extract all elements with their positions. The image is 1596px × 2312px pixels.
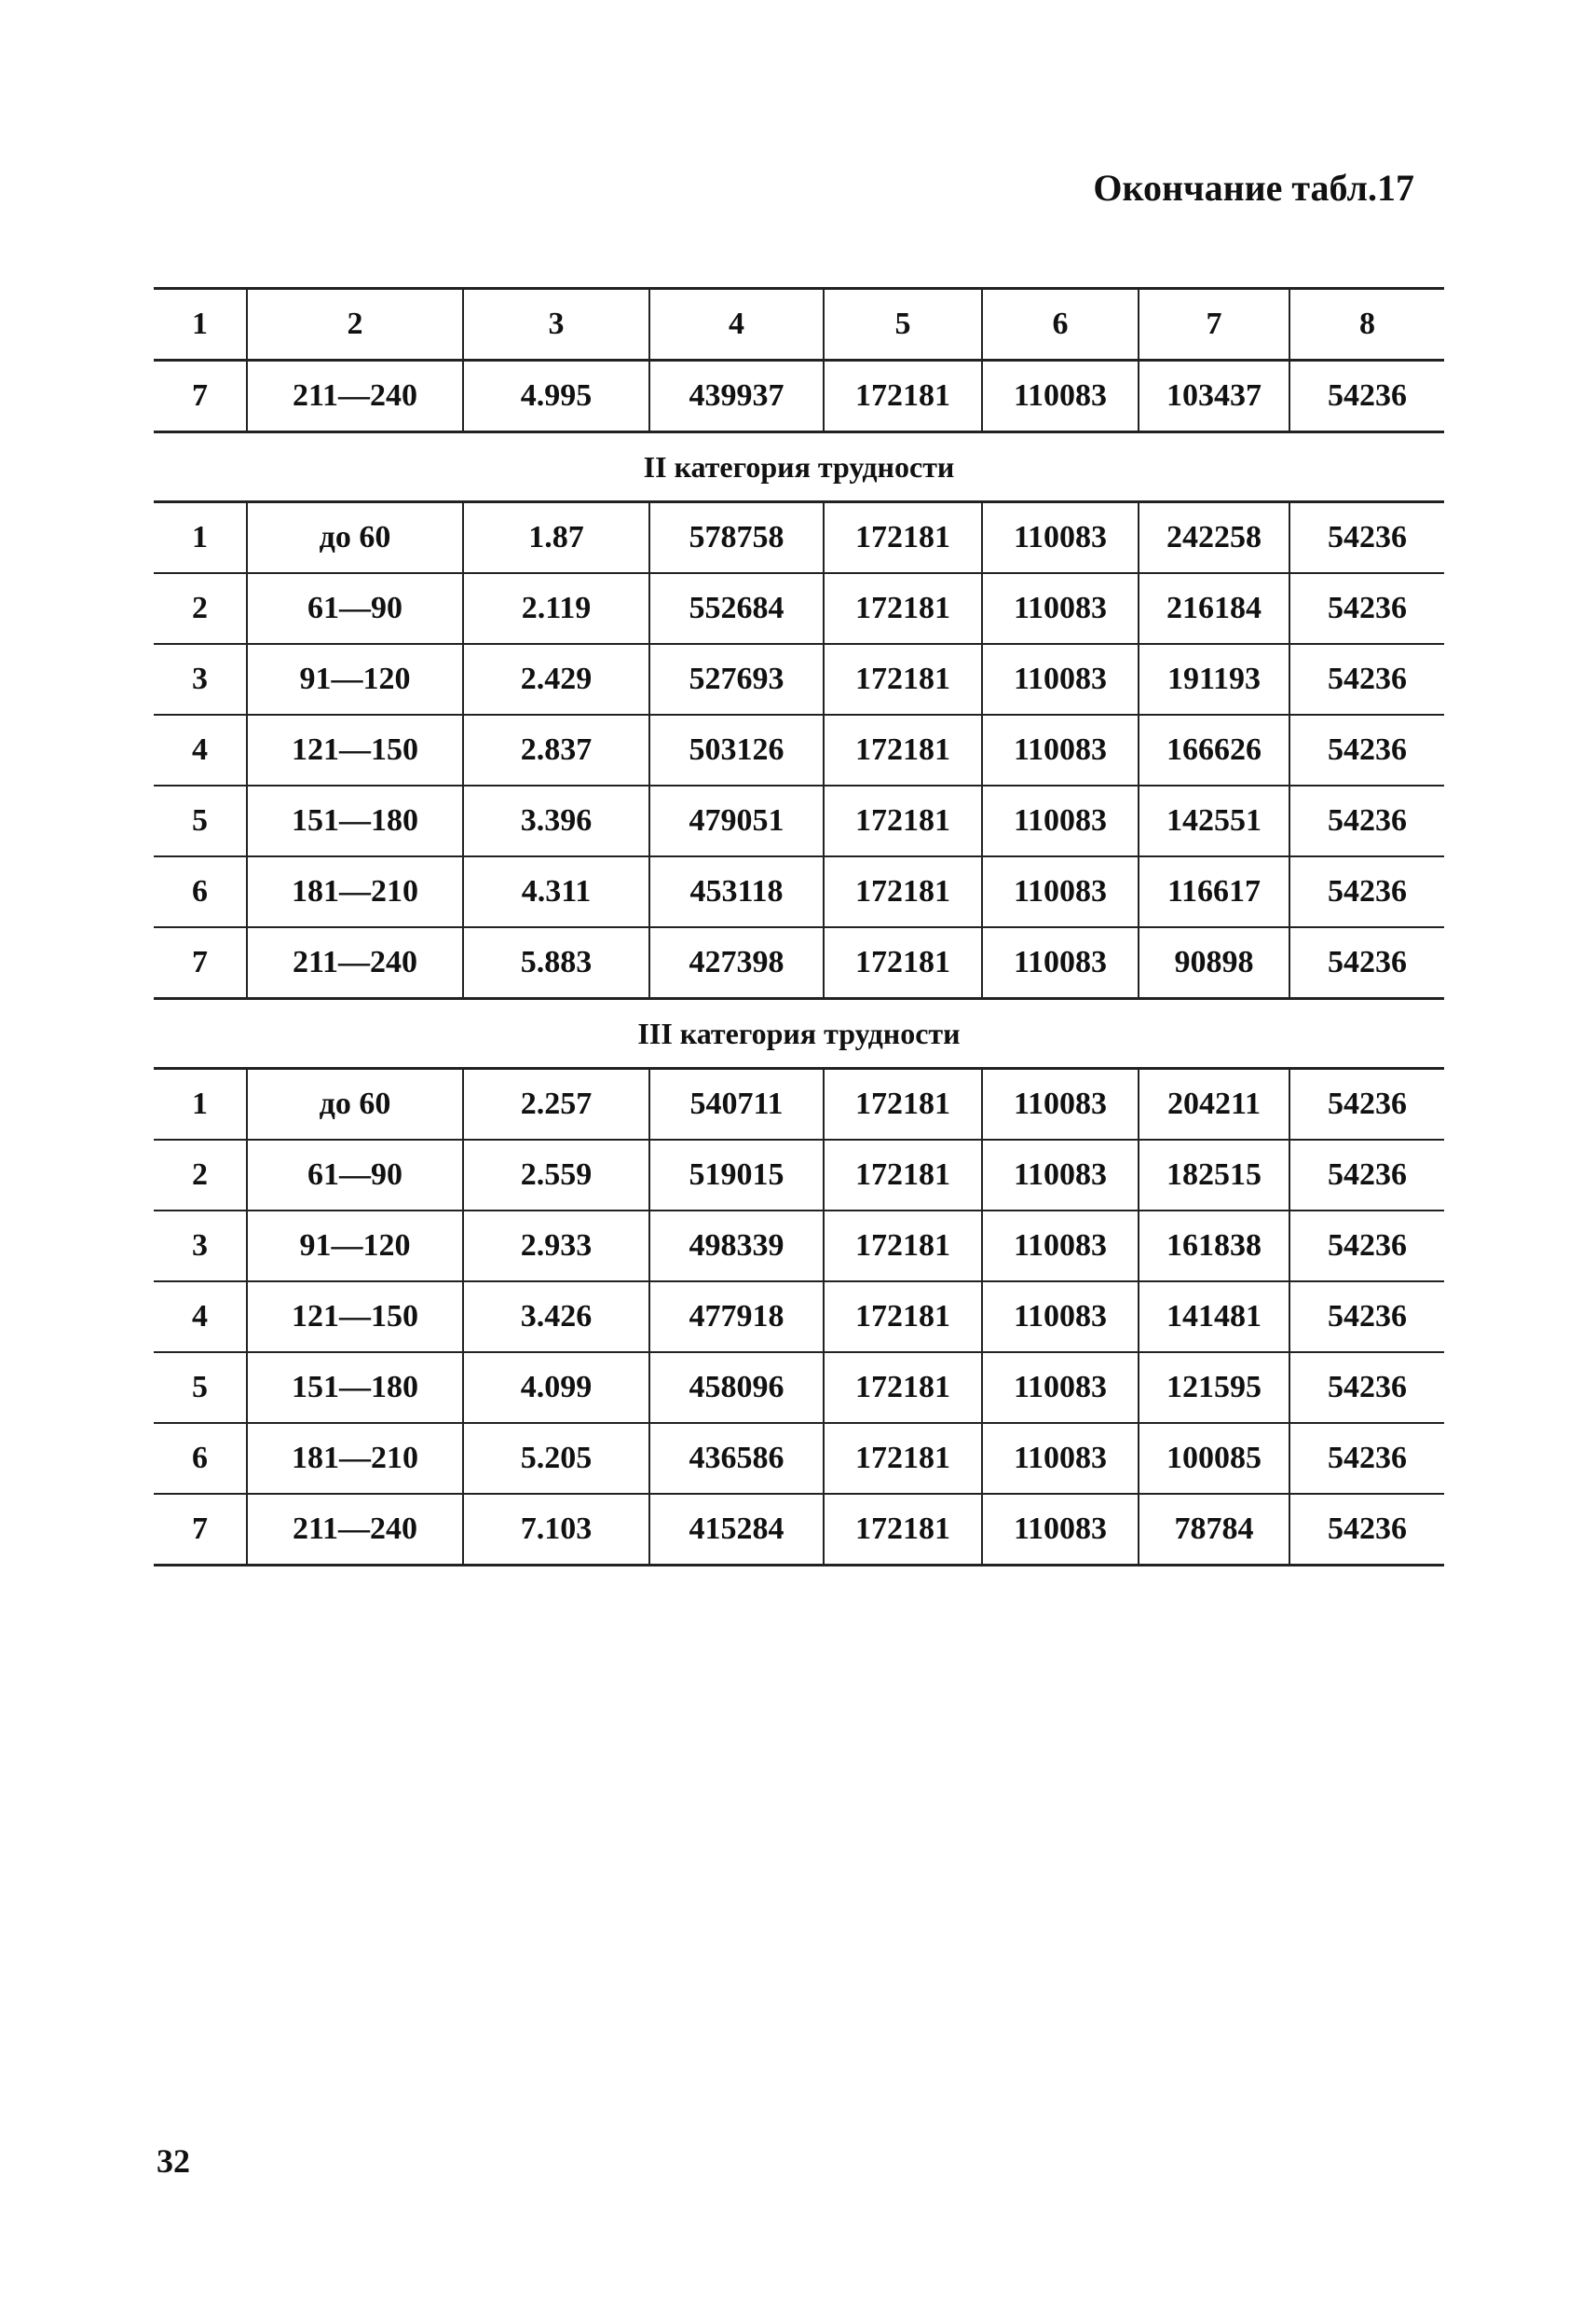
table-cell: 5.883 bbox=[463, 927, 649, 999]
section-header-row bbox=[154, 432, 1444, 502]
table-cell: 110083 bbox=[982, 361, 1139, 432]
table-cell: 2.933 bbox=[463, 1211, 649, 1281]
table-cell: 2.119 bbox=[463, 573, 649, 644]
table-cell: 2 bbox=[154, 573, 247, 644]
table-cell: 2 bbox=[154, 1140, 247, 1211]
table-cell: 6 bbox=[154, 856, 247, 927]
table-cell: 54236 bbox=[1289, 927, 1444, 999]
table-cell: 7.103 bbox=[463, 1494, 649, 1566]
table-cell: 121—150 bbox=[247, 1281, 463, 1352]
table-cell: 181—210 bbox=[247, 856, 463, 927]
table-cell: 172181 bbox=[824, 361, 982, 432]
table-cell: 172181 bbox=[824, 856, 982, 927]
table-cell: 3 bbox=[154, 644, 247, 715]
table-cell: 110083 bbox=[982, 715, 1139, 786]
table-cell: 5 bbox=[824, 289, 982, 361]
table-cell: 110083 bbox=[982, 1140, 1139, 1211]
table-cell: 540711 bbox=[649, 1069, 824, 1141]
data-table-container bbox=[154, 287, 1444, 1566]
table-cell: 54236 bbox=[1289, 1069, 1444, 1141]
page-number: 32 bbox=[157, 2142, 190, 2180]
table-cell: 172181 bbox=[824, 1140, 982, 1211]
table-cell: 151—180 bbox=[247, 786, 463, 856]
table-cell: 7 bbox=[154, 1494, 247, 1566]
table-cell: 54236 bbox=[1289, 856, 1444, 927]
table-cell: 6 bbox=[154, 1423, 247, 1494]
section-title: II категория трудности bbox=[154, 432, 1444, 502]
section-header-row bbox=[154, 999, 1444, 1069]
table-cell: 54236 bbox=[1289, 1352, 1444, 1423]
table-cell: 110083 bbox=[982, 573, 1139, 644]
table-cell: 453118 bbox=[649, 856, 824, 927]
table-cell: 1.87 bbox=[463, 502, 649, 574]
table-cell: 4 bbox=[154, 715, 247, 786]
table-cell: 172181 bbox=[824, 927, 982, 999]
table-row bbox=[154, 1281, 1444, 1352]
table-cell: 121—150 bbox=[247, 715, 463, 786]
table-cell: 4.995 bbox=[463, 361, 649, 432]
table-cell: 211—240 bbox=[247, 361, 463, 432]
table-cell: 54236 bbox=[1289, 361, 1444, 432]
table-cell: 4.099 bbox=[463, 1352, 649, 1423]
table-cell: 54236 bbox=[1289, 502, 1444, 574]
table-cell: 7 bbox=[154, 927, 247, 999]
table-cell: 110083 bbox=[982, 927, 1139, 999]
table-cell: 204211 bbox=[1139, 1069, 1289, 1141]
table-cell: 90898 bbox=[1139, 927, 1289, 999]
table-cell: 172181 bbox=[824, 573, 982, 644]
section-title: III категория трудности bbox=[154, 999, 1444, 1069]
table-cell: 7 bbox=[154, 361, 247, 432]
table-cell: 141481 bbox=[1139, 1281, 1289, 1352]
table-row bbox=[154, 573, 1444, 644]
table-row bbox=[154, 927, 1444, 999]
table-cell: 427398 bbox=[649, 927, 824, 999]
table-cell: 110083 bbox=[982, 1494, 1139, 1566]
table-cell: 110083 bbox=[982, 1352, 1139, 1423]
table-cell: 54236 bbox=[1289, 786, 1444, 856]
table-cell: 4.311 bbox=[463, 856, 649, 927]
table-row bbox=[154, 502, 1444, 574]
table-row bbox=[154, 856, 1444, 927]
table-cell: 4 bbox=[154, 1281, 247, 1352]
table-cell: 91—120 bbox=[247, 1211, 463, 1281]
table-cell: 1 bbox=[154, 289, 247, 361]
table-row bbox=[154, 1494, 1444, 1566]
table-cell: 172181 bbox=[824, 644, 982, 715]
table-cell: 61—90 bbox=[247, 1140, 463, 1211]
table-cell: 1 bbox=[154, 1069, 247, 1141]
table-cell: 110083 bbox=[982, 856, 1139, 927]
table-row bbox=[154, 1423, 1444, 1494]
table-cell: 172181 bbox=[824, 1423, 982, 1494]
table-cell: 100085 bbox=[1139, 1423, 1289, 1494]
table-row bbox=[154, 1140, 1444, 1211]
table-cell: 116617 bbox=[1139, 856, 1289, 927]
table-cell: 142551 bbox=[1139, 786, 1289, 856]
table-cell: 110083 bbox=[982, 1423, 1139, 1494]
table-cell: 5.205 bbox=[463, 1423, 649, 1494]
table-cell: 2.429 bbox=[463, 644, 649, 715]
table-cell: 211—240 bbox=[247, 927, 463, 999]
table-cell: 439937 bbox=[649, 361, 824, 432]
table-cell: 121595 bbox=[1139, 1352, 1289, 1423]
table-cell: 172181 bbox=[824, 1494, 982, 1566]
table-cell: 54236 bbox=[1289, 644, 1444, 715]
table-cell: 519015 bbox=[649, 1140, 824, 1211]
table-cell: 103437 bbox=[1139, 361, 1289, 432]
table-cell: 1 bbox=[154, 502, 247, 574]
table-cell: 151—180 bbox=[247, 1352, 463, 1423]
table-cell: 7 bbox=[1139, 289, 1289, 361]
table-cell: 3.396 bbox=[463, 786, 649, 856]
table-caption: Окончание табл.17 bbox=[1093, 167, 1414, 209]
table-cell: 211—240 bbox=[247, 1494, 463, 1566]
table-cell: 458096 bbox=[649, 1352, 824, 1423]
table-cell: 477918 bbox=[649, 1281, 824, 1352]
table-cell: 3 bbox=[154, 1211, 247, 1281]
table-cell: 2.837 bbox=[463, 715, 649, 786]
table-cell: 172181 bbox=[824, 502, 982, 574]
table-cell: 181—210 bbox=[247, 1423, 463, 1494]
table-cell: 191193 bbox=[1139, 644, 1289, 715]
table-cell: до 60 bbox=[247, 502, 463, 574]
table-cell: 54236 bbox=[1289, 1281, 1444, 1352]
table-row bbox=[154, 1069, 1444, 1141]
table-cell: 552684 bbox=[649, 573, 824, 644]
table-cell: 54236 bbox=[1289, 715, 1444, 786]
table-cell: 54236 bbox=[1289, 1211, 1444, 1281]
table-body bbox=[154, 289, 1444, 1566]
table-cell: 578758 bbox=[649, 502, 824, 574]
table-cell: 2.559 bbox=[463, 1140, 649, 1211]
table-cell: 172181 bbox=[824, 786, 982, 856]
table-cell: 3 bbox=[463, 289, 649, 361]
header-row bbox=[154, 289, 1444, 361]
table-cell: 54236 bbox=[1289, 1423, 1444, 1494]
table-cell: 216184 bbox=[1139, 573, 1289, 644]
table-cell: 3.426 bbox=[463, 1281, 649, 1352]
table-cell: 172181 bbox=[824, 1281, 982, 1352]
table-cell: 479051 bbox=[649, 786, 824, 856]
table-cell: 6 bbox=[982, 289, 1139, 361]
table-cell: 503126 bbox=[649, 715, 824, 786]
table-row bbox=[154, 715, 1444, 786]
table-cell: 242258 bbox=[1139, 502, 1289, 574]
table-cell: 172181 bbox=[824, 1069, 982, 1141]
table-cell: до 60 bbox=[247, 1069, 463, 1141]
table-cell: 436586 bbox=[649, 1423, 824, 1494]
table-cell: 61—90 bbox=[247, 573, 463, 644]
table-cell: 2 bbox=[247, 289, 463, 361]
table-cell: 2.257 bbox=[463, 1069, 649, 1141]
data-table bbox=[154, 287, 1444, 1566]
table-cell: 4 bbox=[649, 289, 824, 361]
table-cell: 172181 bbox=[824, 715, 982, 786]
table-cell: 172181 bbox=[824, 1352, 982, 1423]
table-cell: 54236 bbox=[1289, 1140, 1444, 1211]
table-cell: 110083 bbox=[982, 502, 1139, 574]
table-cell: 110083 bbox=[982, 786, 1139, 856]
table-cell: 5 bbox=[154, 786, 247, 856]
table-cell: 54236 bbox=[1289, 1494, 1444, 1566]
table-cell: 110083 bbox=[982, 1281, 1139, 1352]
table-cell: 5 bbox=[154, 1352, 247, 1423]
table-row bbox=[154, 786, 1444, 856]
table-row bbox=[154, 1352, 1444, 1423]
table-cell: 110083 bbox=[982, 1069, 1139, 1141]
table-row bbox=[154, 361, 1444, 432]
table-cell: 91—120 bbox=[247, 644, 463, 715]
table-row bbox=[154, 644, 1444, 715]
table-cell: 54236 bbox=[1289, 573, 1444, 644]
table-cell: 110083 bbox=[982, 1211, 1139, 1281]
table-cell: 166626 bbox=[1139, 715, 1289, 786]
table-cell: 415284 bbox=[649, 1494, 824, 1566]
table-cell: 161838 bbox=[1139, 1211, 1289, 1281]
table-cell: 78784 bbox=[1139, 1494, 1289, 1566]
table-cell: 527693 bbox=[649, 644, 824, 715]
table-cell: 182515 bbox=[1139, 1140, 1289, 1211]
table-row bbox=[154, 1211, 1444, 1281]
table-cell: 110083 bbox=[982, 644, 1139, 715]
table-cell: 498339 bbox=[649, 1211, 824, 1281]
table-cell: 172181 bbox=[824, 1211, 982, 1281]
table-cell: 8 bbox=[1289, 289, 1444, 361]
